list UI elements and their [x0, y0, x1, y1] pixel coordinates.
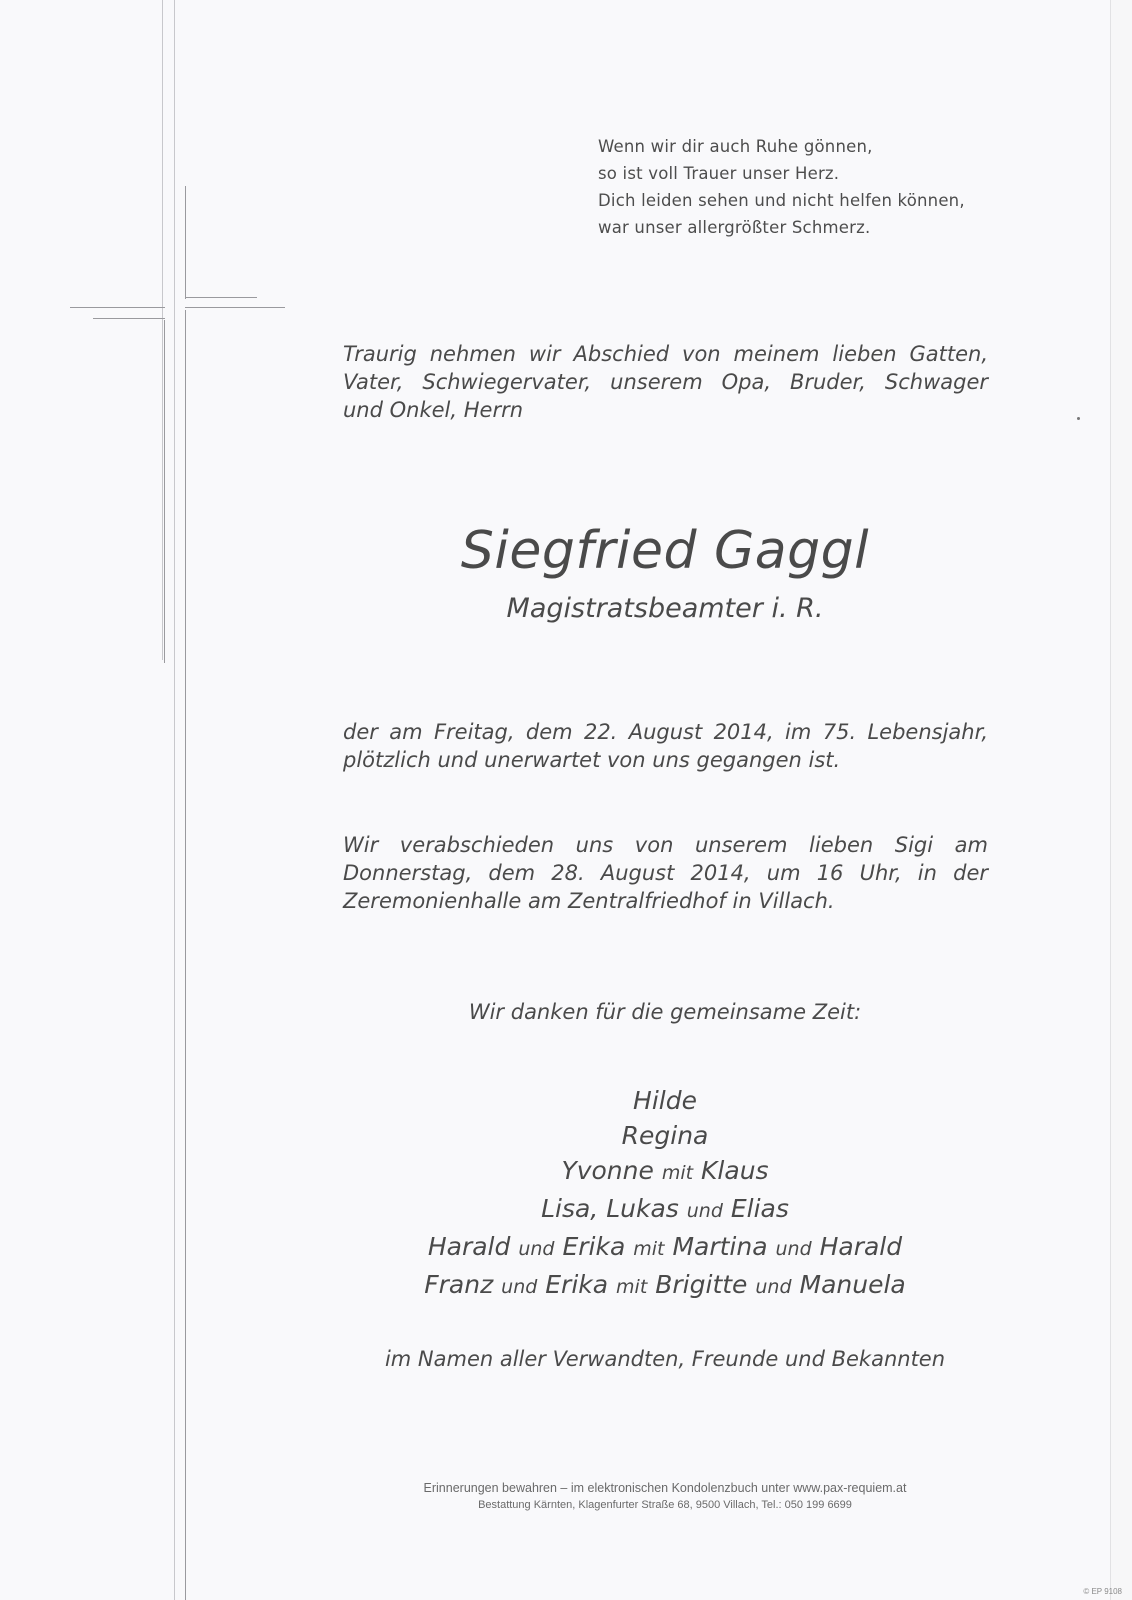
family-name: Erika: [545, 1270, 609, 1299]
farewell-line: Donnerstag, dem 28. August 2014, um 16 Uhr, in der: [343, 861, 988, 885]
family-connector: mit: [661, 1162, 694, 1184]
poem-line: so ist voll Trauer unser Herz.: [598, 164, 840, 183]
family-connector: und: [686, 1200, 723, 1222]
death-notice-line: plötzlich und unerwartet von uns gegangen ist.: [343, 748, 841, 772]
intro-text: [343, 340, 988, 424]
family-name: Erika: [562, 1232, 626, 1261]
intro-line: Traurig nehmen wir Abschied von meinem lieben Gatten,: [343, 342, 988, 366]
deceased-name: Siegfried Gaggl: [460, 521, 870, 581]
family-connector: und: [501, 1276, 538, 1298]
family-row: [0, 1083, 1132, 1118]
family-connector: mit: [616, 1276, 648, 1298]
family-connector: und: [518, 1238, 555, 1260]
thanks-line: Wir danken für die gemeinsame Zeit:: [468, 1000, 862, 1024]
poem-line: Wenn wir dir auch Ruhe gönnen,: [598, 137, 873, 156]
family-name: Manuela: [799, 1270, 906, 1299]
family-row: [0, 1191, 1132, 1229]
farewell-notice: [343, 831, 988, 915]
intro-line: Vater, Schwiegervater, unserem Opa, Bruder, Schwager: [343, 370, 988, 394]
family-name: Yvonne: [561, 1156, 654, 1185]
print-code: © EP 9108: [1083, 1587, 1122, 1596]
family-connector: und: [775, 1238, 812, 1260]
family-name: Elias: [730, 1194, 789, 1223]
family-list: [0, 1083, 1132, 1305]
farewell-line: Wir verabschieden uns von unserem lieben Sigi am: [343, 833, 988, 857]
deceased-title: Magistratsbeamter i. R.: [506, 593, 824, 624]
family-name: Harald: [819, 1232, 903, 1261]
family-name: Regina: [621, 1121, 709, 1150]
family-name: Klaus: [701, 1156, 769, 1185]
family-connector: und: [755, 1276, 792, 1298]
family-name: Franz: [424, 1270, 494, 1299]
family-name: Brigitte: [655, 1270, 748, 1299]
farewell-line: Zeremonienhalle am Zentralfriedhof in Villach.: [343, 889, 835, 913]
family-name: Lisa, Lukas: [541, 1194, 679, 1223]
family-row: [0, 1118, 1132, 1153]
death-notice: [343, 718, 988, 774]
footer: [0, 1480, 1132, 1513]
speck: [1077, 417, 1080, 420]
poem-line: Dich leiden sehen und nicht helfen können,: [598, 191, 965, 210]
footer-address-line: Bestattung Kärnten, Klagenfurter Straße 68, 9500 Villach, Tel.: 050 199 6699: [478, 1499, 852, 1511]
death-notice-line: der am Freitag, dem 22. August 2014, im 75. Lebensjahr,: [343, 720, 988, 744]
closing-line: im Namen aller Verwandten, Freunde und Bekannten: [384, 1347, 946, 1371]
family-row: [0, 1229, 1132, 1267]
family-name: Harald: [427, 1232, 511, 1261]
footer-condolence-line: Erinnerungen bewahren – im elektronischen Kondolenzbuch unter www.pax-requiem.at: [423, 1481, 907, 1495]
poem-line: war unser allergrößter Schmerz.: [598, 218, 871, 237]
family-row: [0, 1153, 1132, 1191]
family-connector: mit: [633, 1238, 665, 1260]
family-name: Martina: [672, 1232, 768, 1261]
intro-line: und Onkel, Herrn: [343, 398, 524, 422]
family-row: [0, 1267, 1132, 1305]
poem: [598, 133, 1038, 241]
family-name: Hilde: [633, 1086, 697, 1115]
